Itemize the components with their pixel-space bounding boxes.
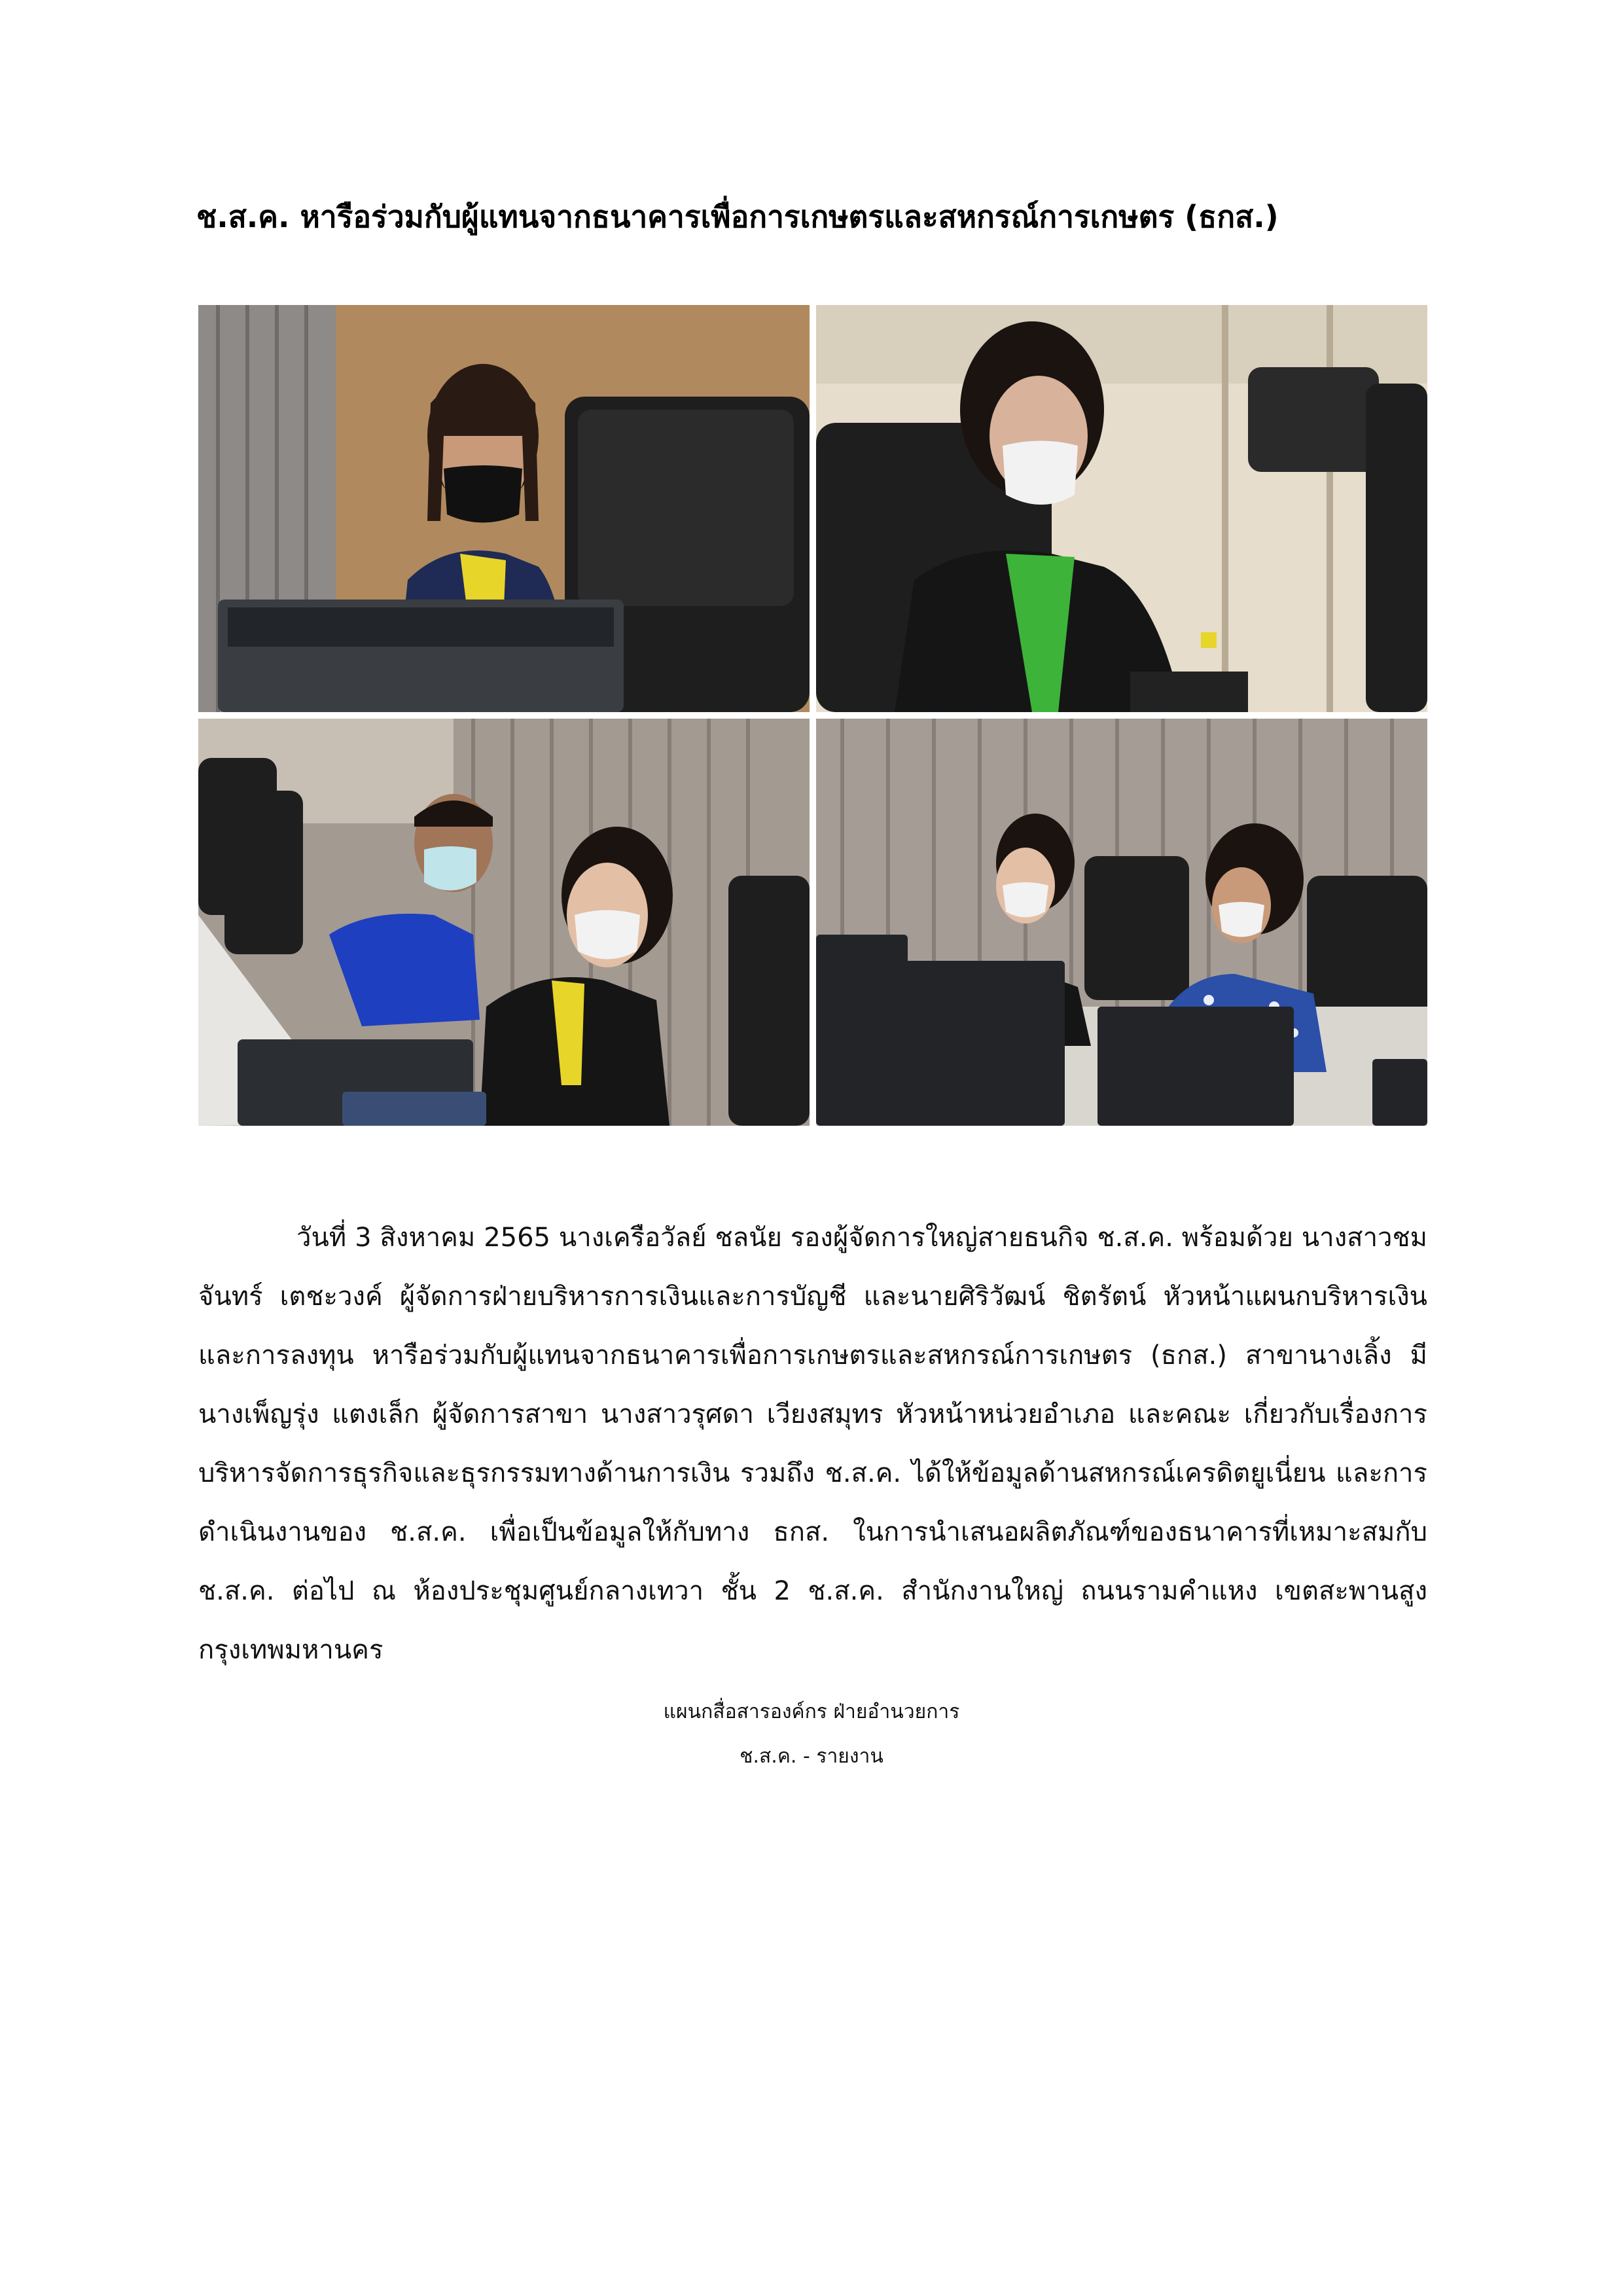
footer-reporter: ช.ส.ค. - รายงาน: [740, 1745, 883, 1768]
meeting-photo-1: [198, 305, 810, 712]
photo-collage: [198, 305, 1427, 1126]
meeting-photo-3: [198, 719, 810, 1126]
article-body: วันที่ 3 สิงหาคม 2565 นางเครือวัลย์ ชลนัย รองผู้จัดการใหญ่สายธนกิจ ช.ส.ค. พร้อมด้วย นางสาวชมจันทร์ เตชะวงค์ ผู้จัดการฝ่ายบริหารการเงินและการบัญชี และนายศิริวัฒน์ ชิตรัตน์ หัวหน้าแผนกบริหารเงินและการลงทุน หารือร่วมกับผู้แทนจากธนาคารเพื่อการเกษตรและสหกรณ์การเกษตร (ธกส.) สาขานางเลิ้ง มีนางเพ็ญรุ่ง แตงเล็ก ผู้จัดการสาขา นางสาวรุศดา เวียงสมุทร หัวหน้าหน่วยอำเภอ และคณะ เกี่ยวกับเรื่องการบริหารจัดการธุรกิจและธุรกรรมทางด้านการเงิน รวมถึง ช.ส.ค. ได้ให้ข้อมูลด้านสหกรณ์เครดิตยูเนี่ยน และการดำเนินงานของ ช.ส.ค. เพื่อเป็นข้อมูลให้กับทาง ธกส. ในการนำเสนอผลิตภัณฑ์ของธนาคารที่เหมาะสมกับ ช.ส.ค. ต่อไป ณ ห้องประชุมศูนย์กลางเทวา ชั้น 2 ช.ส.ค. สำนักงานใหญ่ ถนนรามคำแหง เขตสะพานสูง กรุงเทพมหานคร: [198, 1223, 1428, 1665]
meeting-photo-4: [816, 719, 1427, 1126]
document-title: ช.ส.ค. หารือร่วมกับผู้แทนจากธนาคารเพื่อการเกษตรและสหกรณ์การเกษตร (ธกส.): [196, 199, 1279, 234]
meeting-photo-2: [816, 305, 1427, 712]
footer-department: แผนกสื่อสารองค์กร ฝ่ายอำนวยการ: [663, 1700, 960, 1723]
